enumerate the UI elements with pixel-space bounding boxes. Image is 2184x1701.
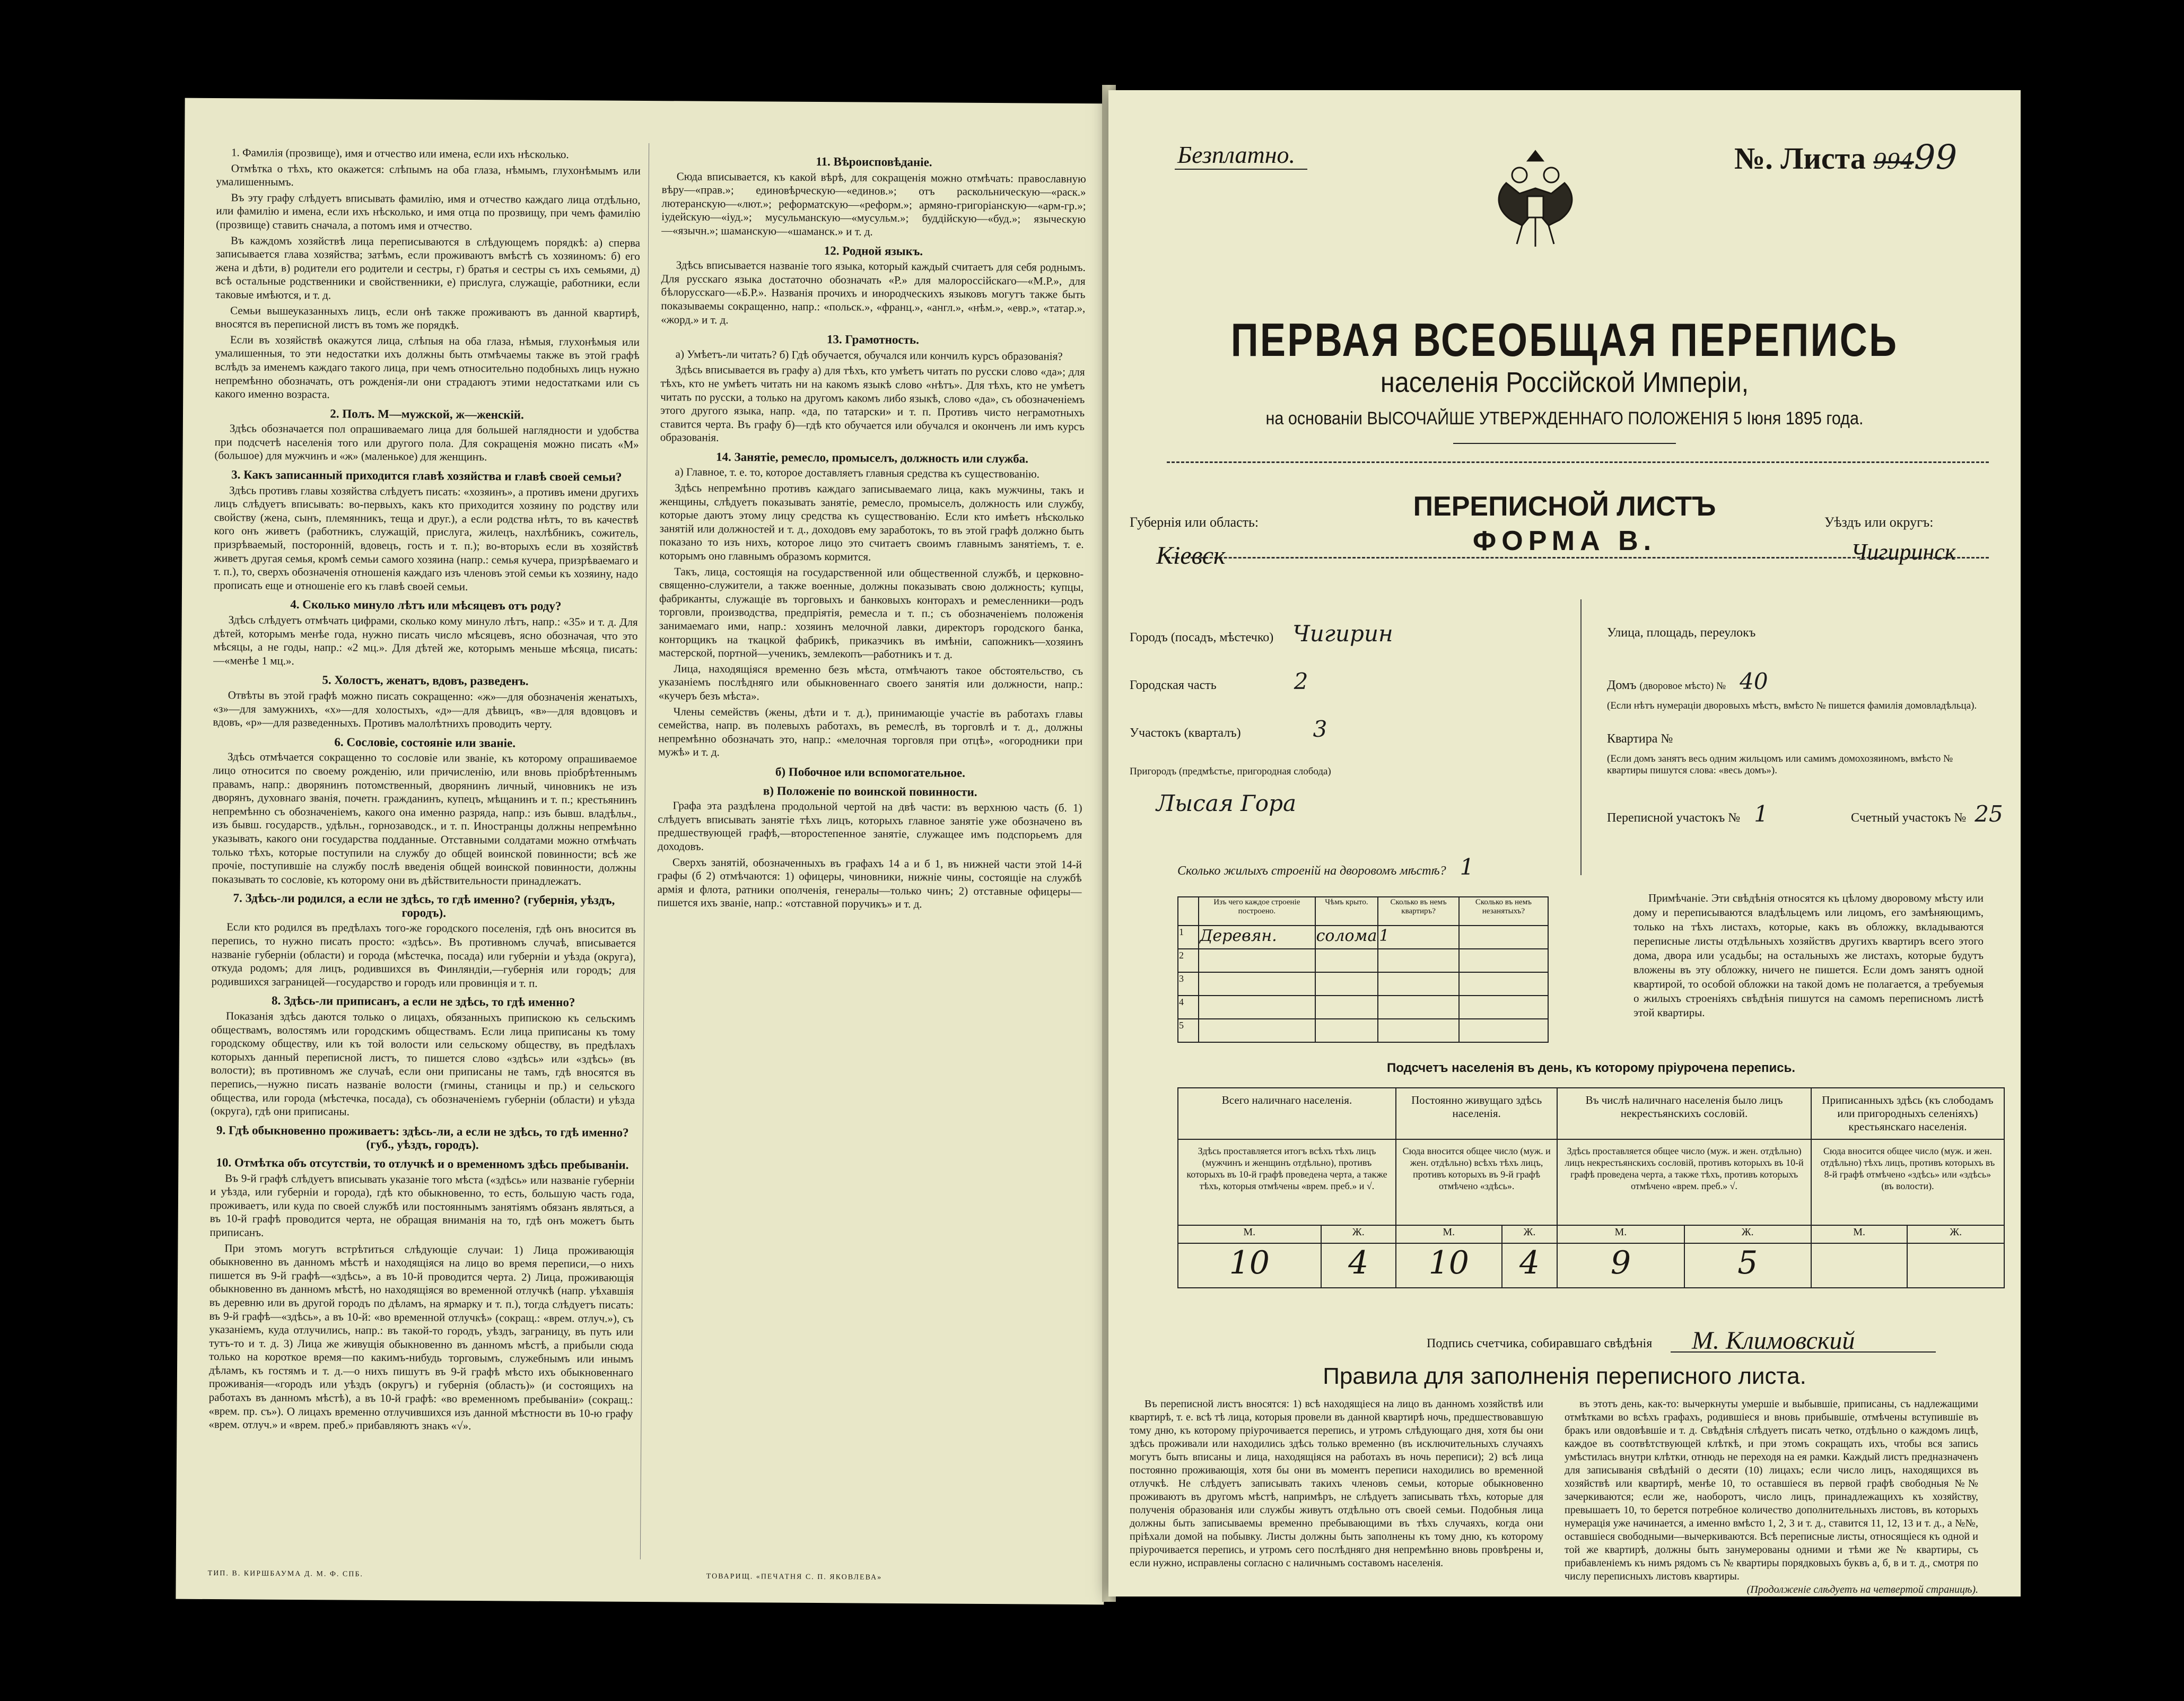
desc-non-peasant: Здѣсь проставляется общее число (муж. и жен. отдѣльно) лицъ некрестьянскихъ сословій, противъ которыхъ въ 10-й графѣ проведена черта, а также тѣхъ, противъ которыхъ отмѣчено «врем. преб.» √. — [1557, 1139, 1811, 1225]
instr-col1-heading: 8. Здѣсь-ли приписанъ, а если не здѣсь, то гдѣ именно? — [271, 994, 575, 1009]
count-value: 9 — [1557, 1243, 1684, 1288]
column-divider — [640, 143, 649, 1559]
instr-col1-paragraph: Здѣсь противъ главы хозяйства слѣдуетъ писать: «хозяинъ», а противъ имени другихъ лицъ слѣдуетъ вписывать: во-первыхъ, какъ кто приходится хозяину по родству или свойству (жена, сынъ, племянникъ, теща и друг.), а если родства нѣтъ, то въ качествѣ кого онъ живетъ (работникъ, служащій, прислуга, жилецъ, нахлѣбникъ, сожитель, призрѣваемый, посторонній, вдовецъ, гость и т. п.); во-вторыхъ если въ хозяйствѣ живетъ другая семья, кромѣ семьи самого хозяина (напр.: семья кучера, призрѣваемаго и т. п.), то, сверхъ обозначенія отношенія каждаго изъ членовъ этой семьи къ хозяину, надо прописать еще и отношеніе его къ главѣ своей семьи. — [213, 483, 639, 593]
instr-col2-paragraph: Здѣсь вписывается названіе того языка, который каждый считаетъ для себя роднымъ. Для русскаго языка достаточно обозначать «Р.» для малороссійскаго—«М.Р.», для бѣлорусскаго—«Б.Р.». Названія прочихъ и инородческихъ языковъ могутъ также быть показываемы сокращенно, напр.: «польск.», «франц.», «англ.», «нѣм.», «евр.», «татар.», «жорд.» и т. д. — [661, 258, 1086, 326]
sex-header: М. — [1178, 1225, 1321, 1243]
count-value — [1811, 1243, 1908, 1288]
right-page — [1108, 90, 2021, 1597]
table-row — [1178, 1019, 1548, 1042]
col-roof: Чѣмъ крыто. — [1315, 897, 1378, 926]
instr-col2-paragraph: а) Умѣетъ-ли читать? б) Гдѣ обучается, обучался или кончилъ курсъ образованія? — [675, 347, 1063, 363]
instr-col2-paragraph: Здѣсь вписывается въ графу а) для тѣхъ, кто умѣетъ читать по русски слово «да»; для тѣхъ, кто не умѣетъ читать ни на какомъ языкѣ слово «нѣтъ». Для тѣхъ, кто не умѣетъ читать по русски, а только на другомъ какомъ либо языкѣ, слово «да», съ обозначеніемъ этого другого языка, напр. «да, по татарски» и т. п. Противъ чисто неграмотныхъ ставится черта. Въ графу б)—гдѣ кто обучается или обучался и оконченъ ли имъ курсъ образованія. — [660, 363, 1085, 444]
instructions-column-1 — [208, 146, 641, 1436]
instr-col2-heading: 12. Родной языкъ. — [824, 243, 923, 258]
instr-col1-heading: 6. Сословіе, состояніе или званіе. — [334, 735, 516, 750]
instr-col1-paragraph: Показанія здѣсь даются только о лицахъ, обязанныхъ припискою къ сельскимъ обществамъ, волостямъ или городскимъ обществамъ. Если лица приписаны къ тому городскому обществу, или къ той волости или сельскому обществу, въ предѣлахъ которыхъ данный переписной листъ, то пишется слово «здѣсь» или «здѣсь» (въ волости); въ противномъ же случаѣ, если они приписаны не тамъ, гдѣ вносятся въ перепись,—нужно писать названіе волости (гмины, станицы и пр.) и сельского общества, или города (мѣстечка, посада), съ обозначеніемъ губерніи (области) и уѣзда (округа), гдѣ они приписаны. — [210, 1009, 636, 1118]
house-sub-note: (Если нѣтъ нумераціи дворовыхъ мѣстъ, вмѣсто № пишется фамилія домовладѣльца). — [1607, 700, 1977, 711]
col-permanent: Постоянно живущаго здѣсь населенія. — [1396, 1088, 1557, 1139]
buildings-count-value: 1 — [1460, 854, 1474, 880]
instr-col1-heading: 4. Сколько минуло лѣтъ или мѣсяцевъ отъ роду? — [290, 598, 562, 613]
instr-col1-paragraph: Отвѣты въ этой графѣ можно писать сокращенно: «ж»—для обозначенія женатыхъ, «з»—для замужнихъ, «х»—для холостыхъ, «д»—для дѣвицъ, «в»—для вдовцовъ и вдовъ, «р»—для разведенныхъ. Противъ малолѣтнихъ проводить черту. — [213, 688, 637, 731]
table-row — [1178, 996, 1548, 1019]
census-sheet-title: ПЕРЕПИСНОЙ ЛИСТЪ — [1413, 491, 1716, 522]
instr-col1-paragraph: Въ каждомъ хозяйствѣ лица переписываются в слѣдующемъ порядкѣ: а) сперва записывается глава хозяйства; затѣмъ, если проживаютъ вмѣстѣ съ хозяиномъ: б) его жена и дѣти, в) родители его родители и сестры, г) братья и сестры съ ихъ семьями, д) всѣ остальные родственники и свойственники, е) прислуга, служащіе, работники, если таковые имѣются, и т. д. — [215, 233, 641, 302]
census-district-label: Переписной участокъ № — [1607, 811, 1741, 825]
census-decree-line: на основаніи ВЫСОЧАЙШЕ УТВЕРЖДЕННАГО ПОЛОЖЕНІЯ 5 Іюня 1895 года. — [1265, 408, 1864, 429]
instr-col1-paragraph: Если кто родился въ предѣлахъ того-же городского поселенія, гдѣ онъ вносится въ перепись, то нужно писать просто: «здѣсь». Въ противномъ случаѣ, вписывается названіе губерніи (области) и города (мѣстечка, посада) или губерніи и уѣзда (округа), откуда родомъ; для лицъ, родившихся въ Финляндіи,—губернія или городъ; для родившихся заграницей—государство и городъ или провинція и т. п. — [211, 920, 636, 990]
sex-header: Ж. — [1684, 1225, 1811, 1243]
suburb-label: Пригородъ (предмѣстье, пригородная слобода) — [1130, 766, 1331, 777]
census-district-field — [1607, 801, 1768, 827]
house-value: 40 — [1740, 668, 1768, 694]
printer-footer-right: ТОВАРИЩ. «ПЕЧАТНЯ С. П. ЯКОВЛЕВА» — [706, 1572, 883, 1582]
title-rule — [1453, 443, 1676, 444]
cell-roof — [1315, 996, 1378, 1019]
cell-nez — [1459, 1019, 1548, 1042]
sex-header: М. — [1557, 1225, 1684, 1243]
house-label: Домъ — [1607, 678, 1637, 692]
cell-roof — [1315, 1019, 1378, 1042]
sheet-number-struck: 994 — [1873, 150, 1914, 174]
col-registered-peasant: Приписанныхъ здѣсь (къ слободамъ или пригородныхъ селеніяхъ) крестьянскаго населенія. — [1811, 1088, 2004, 1139]
sex-header: Ж. — [1321, 1225, 1396, 1243]
instr-col2-paragraph: Такъ, лица, состоящія на государственной или общественной службѣ, и церковно-священно-служители, а также военные, должны показывать свою должность; купцы, фабриканты, служащіе въ торговыхъ и банковыхъ конторахъ и ремесленники—родъ торговли, производства, предпріятія, ремесла и т. п.; съ обозначеніемъ положенія занимаемаго ими, напр.: хозяинъ мелочной лавки, директоръ городского банка, конторщикъ на ткацкой фабрикѣ, приказчикъ въ имѣніи, сапожникъ—хозяинъ мастерской, портной—ученикъ, землекопъ—работникъ и т. д. — [659, 564, 1084, 661]
desc-registered-peasant: Сюда вносится общее число (муж. и жен. отдѣльно) тѣхъ лицъ, противъ которыхъ въ 8-й графѣ отмѣчено «здѣсь» или «здѣсь» (въ волости). — [1811, 1139, 2004, 1225]
town-value: Чигирин — [1292, 621, 1393, 647]
enumerator-signature-label: Подпись счетчика, собиравшаго свѣдѣнія — [1427, 1337, 1653, 1350]
instr-col1-heading: 10. Отмѣтка объ отсутствіи, то отлучкѣ и о временномъ здѣсь пребываніи. — [216, 1156, 629, 1172]
col-vacant: Сколько въ немъ незанятыхъ? — [1459, 897, 1548, 926]
sheet-number — [1734, 138, 1957, 177]
instr-col1-paragraph: Въ 9-й графѣ слѣдуетъ вписывать указаніе того мѣста («здѣсь» или названіе губерніи и уѣзда, или губерніи и города), гдѣ кто обыкновенно, то есть, большую часть года, проживаетъ, или куда по своей службѣ или постояннымъ занятіямъ обязанъ являться, а въ 10-й графѣ проводится черта, не обращая вниманія на то, гдѣ онъ можетъ быть приписанъ. — [209, 1171, 635, 1239]
buildings-table — [1177, 896, 1549, 1043]
suburb-field — [1130, 764, 1331, 778]
cell-nez — [1459, 972, 1548, 996]
instr-col1-paragraph: При этомъ могутъ встрѣтиться слѣдующіе случаи: 1) Лица проживающія обыкновенно въ данномъ мѣстѣ и находящіяся на лицо во время переписи,—о нихъ пишется въ 9-й графѣ—«здѣсь», а въ 10-й проводится черта. 2) Лица, проживающія обыкновенно въ данномъ мѣстѣ, но находящіяся во временной отлучкѣ (напр. уѣхавшія въ деревню или въ другой городъ по дѣламъ, на ярмарку и т. п.), тогда слѣдуетъ писать: въ 9-й графѣ—«здѣсь», а въ 10-й: «во временной отлучкѣ» (сокращ.: «врем. отлуч.»), съ указаніемъ, куда отлучились, напр.: въ такой-то городъ, уѣздъ, заграницу, въ путь или тутъ-то и т. д. 3) Лица же живущія обыкновенно въ данномъ мѣстѣ, а прибыли сюда только на короткое время—по какимъ-нибудь торговымъ, служебнымъ или инымъ дѣламъ, къ гостямъ и т. д.—о нихъ пишутъ въ 9-й графѣ мѣсто ихъ обыкновеннаго проживанія—«городъ или уѣздъ (округъ) и губернія (область)» (и состоящихъ на работахъ въ данномъ мѣстѣ), а въ 10-й графѣ: «во временномъ пребываніи» (сокращ.: «врем. пр. съ»). О лицахъ временно отлучившихся изъ данной мѣстности въ 10-ю графу «врем. отлуч.» и «врем. преб.» прибавляютъ знакъ «√». — [208, 1241, 634, 1433]
census-subtitle: населенія Россійской Имперіи, — [1380, 367, 1749, 398]
free-label-underline — [1175, 169, 1307, 170]
cell-material: Деревян. — [1199, 926, 1315, 949]
cell-roof — [1315, 949, 1378, 972]
instr-col1-heading: 3. Какъ записанный приходится главѣ хозяйства и главѣ своей семьи? — [231, 468, 622, 484]
cell-kv — [1378, 996, 1458, 1019]
cell-nez — [1459, 926, 1548, 949]
sheet-number-label: №. Листа — [1734, 141, 1866, 176]
ward-label: Участокъ (кварталъ) — [1130, 726, 1241, 740]
instr-col2-paragraph: Сверхъ занятій, обозначенныхъ въ графахъ 14 а и б 1, въ нижней части этой 14-й графы (б 2) отмѣчаются: 1) офицеры, чиновники, нижніе чины, состоящіе на службѣ армія и флота, ратники ополченія, генералы—только чинъ; 2) отставные офицеры—пишется ихъ званіе, напр.: «отставной поручикъ» и т. д. — [657, 855, 1082, 911]
instr-col2-heading: 14. Занятіе, ремесло, промыселъ, должность или служба. — [716, 450, 1029, 466]
rules-text-2: въ этотъ день, как-то: вычеркнуты умершіе и выбывшіе, приписаны, съ надлежащими отмѣтками во всѣхъ графахъ, родившіеся и вновь прибывшіе, отмѣчены вступившіе въ бракъ или овдовѣвшіе и т. д. Свѣдѣнія слѣдуетъ писать четко, отдѣльно о каждомъ лицѣ, каждое въ соотвѣтствующей клѣткѣ, и при этомъ сокращать ихъ, чтобы вся запись умѣстилась внутри клѣтки, отнюдь не переходя на ея рамки. Каждый листъ предназначенъ для записыванія свѣдѣній о десяти (10) лицахъ; если число лицъ, находящихся въ хозяйствѣ или квартирѣ, менѣе 10, то оставшіеся въ первой графѣ свободныя №№ зачеркиваются; если же, наоборотъ, число лицъ, принадлежащихъ къ хозяйству, превышаетъ 10, то берется потребное количество дополнительныхъ листовъ, въ которыхъ нумерація уже начинается, а именно вмѣсто 1, 2, 3 и т. д., ставится 11, 12, 13 и т. д., а №№, оставшіеся свободными—вычеркиваются. Всѣ переписные листы, относящіеся къ одной и той же квартирѣ, должны быть занумерованы одними и тѣми же № квартиры, съ прибавленіемъ къ нимъ рядомъ съ № квартиры порядковыхъ буквъ а, б, в и т. д., смотря по числу переписныхъ листовъ квартиры. — [1565, 1398, 1978, 1582]
instr-col2-heading: в) Положеніе по воинской повинности. — [763, 783, 977, 799]
sex-header: Ж. — [1502, 1225, 1558, 1243]
district-label: Уѣздъ или округъ: — [1824, 514, 1934, 530]
rules-continued: (Продолженіе слѣдуетъ на четвертой страницѣ). — [1746, 1584, 1978, 1595]
instr-col1-paragraph: Если въ хозяйствѣ окажутся лица, слѣпыя на оба глаза, нѣмыя, глухонѣмыя или умалишенныя, то эти недостатки ихъ должны быть отмѣчаемы также въ этой графѣ вслѣдъ за именемъ каждаго такого лица, при чемъ относительно подобныхъ лицъ нужно непремѣнно обозначать, отъ рожденія-ли они страдаютъ этими недостатками или съ какого именно возраста. — [215, 333, 640, 401]
instr-col2-paragraph: Графа эта раздѣлена продольной чертой на двѣ части: въ верхнюю часть (б. 1) слѣдуетъ вписывать занятіе тѣхъ лицъ, которыхъ главное занятіе уже обозначено въ предшествующей графѣ,—второстепенное занятіе, служащее имъ подспорьемъ для доходовъ. — [657, 799, 1082, 853]
cell-material — [1199, 996, 1315, 1019]
instr-col2-paragraph: Лица, находящіяся временно безъ мѣста, отмѣчаютъ такое обстоятельство, съ указаніемъ послѣдняго или обыкновеннаго своего занятія или должности, напр.: «кучеръ безъ мѣста». — [658, 662, 1084, 703]
cell-kv — [1378, 949, 1458, 972]
col-apartments: Сколько въ немъ квартиръ? — [1378, 897, 1458, 926]
count-district-value: 25 — [1975, 801, 2003, 827]
cell-material — [1199, 1019, 1315, 1042]
instr-col2-heading: б) Побочное или вспомогательное. — [775, 765, 965, 780]
province-value: Кіевск — [1156, 542, 1226, 570]
buildings-count-label: Сколько жилыхъ строеній на дворовомъ мѣстѣ? — [1177, 864, 1446, 878]
buildings-table-header — [1178, 897, 1548, 926]
instr-col1-paragraph: Здѣсь слѣдуетъ отмѣчать цифрами, сколько кому минуло лѣтъ, напр.: «35» и т. д. Для дѣтей, которымъ менѣе года, нужно писать число мѣсяцевъ, ясно обозначая, что это мѣсяцы, а не годы, напр.: «2 мц.». Для дѣтей же, которымъ меньше мѣсяца, писать:—«менѣе 1 мц.». — [213, 613, 638, 667]
apartment-sub-note: (Если домъ занятъ весь одним жильцомъ или самимъ домохозяиномъ, вмѣсто № квартиры пишутся слова: «весь домъ»). — [1607, 753, 1953, 776]
desc-present-total: Здѣсь проставляется итогъ всѣхъ тѣхъ лицъ (мужчинъ и женщинъ отдѣльно), противъ которыхъ въ 10-й графѣ проведена черта, а также тѣхъ, которыя отмѣчены «врем. преб.» и √. — [1178, 1139, 1396, 1225]
town-label: Городъ (посадъ, мѣстечко) — [1130, 631, 1274, 644]
city-part-field — [1130, 668, 1308, 694]
sex-header: М. — [1396, 1225, 1502, 1243]
cell-roof: солома — [1315, 926, 1378, 949]
cell-kv — [1378, 1019, 1458, 1042]
col-non-peasant: Въ числѣ наличнаго населенія было лицъ некрестьянскихъ сословій. — [1557, 1088, 1811, 1139]
instr-col1-paragraph: Здѣсь отмѣчается сокращенно то сословіе или званіе, къ которому опрашиваемое лицо относится по своему рожденію, или причисленію, или вновь пріобрѣтеннымъ правамъ, напр.: дворянинъ потомственный, дворянинъ личный, чиновникъ не изъ дворянъ, духовнаго званія, почетн. гражданинъ, купецъ, мѣщанинъ и т. п.; крестьянинъ непремѣнно съ обозначеніемъ, какого она именно разряда, напр.: изъ бывш. владѣльч., изъ бывш. государств., удѣльн., горнозаводск., и т. п. Иностранцы должны непремѣнно указывать, какого они государства подданные. Отставными солдатами можно отмѣчать только тѣхъ, которые поступили на службу до общей воинской повинности; всѣ же прочіе, поступившіе на службу послѣ введенія общей воинской повинности, должны показывать то сословіе, къ которому они въ дѣйствительности принадлежатъ. — [212, 750, 637, 887]
instr-col1-heading: 9. Гдѣ обыкновенно проживаетъ: здѣсь-ли, а если не здѣсь, то гдѣ именно? (губ., уѣздъ, городъ). — [216, 1123, 629, 1152]
instr-col1-paragraph: Въ эту графу слѣдуетъ вписывать фамилію, имя и отчество каждаго лица отдѣльно, или фамилію и имена, если ихъ нѣсколько, и имя отца по прозвищу, при чемъ фамилію (прозвище) ставить сначала, а потомъ имя и отчество. — [216, 190, 641, 232]
census-district-value: 1 — [1754, 801, 1768, 827]
col-present-total: Всего наличнаго населенія. — [1178, 1088, 1396, 1139]
table-row — [1178, 972, 1548, 996]
rules-column-2 — [1565, 1398, 1978, 1597]
count-value: 10 — [1178, 1243, 1321, 1288]
town-field — [1130, 621, 1393, 647]
district-value: Чигиринск — [1851, 539, 1956, 565]
desc-permanent: Сюда вносится общее число (муж. и жен. отдѣльно) всѣхъ тѣхъ лицъ, противъ которыхъ въ 9-й графѣ отмѣчено «здѣсь». — [1396, 1139, 1557, 1225]
cell-n: 1 — [1178, 926, 1199, 949]
instr-col2-heading: 13. Грамотность. — [826, 333, 919, 347]
ward-value: 3 — [1313, 716, 1327, 742]
city-part-label: Городская часть — [1130, 678, 1217, 692]
street-label: Улица, площадь, переулокъ — [1607, 626, 1756, 640]
instr-col2-paragraph: Здѣсь непремѣнно противъ каждаго записываемаго лица, какъ мужчины, такъ и женщины, слѣдуетъ показывать занятіе, ремесло, промыселъ, должность или службу, которые даютъ этому лицу средства къ существованію. Если кто имѣетъ нѣсколько занятій или должностей и т. д., доходовъ ему заработокъ, то въ этой графѣ должно быть показано то изъ нихъ, которое лицо это считаетъ своимъ главнымъ занятіемъ, т. е. которымъ оно главнымъ образомъ кормится. — [659, 481, 1085, 563]
instructions-column-2 — [657, 149, 1086, 914]
count-district-label: Счетный участокъ № — [1851, 811, 1967, 825]
cell-roof — [1315, 972, 1378, 996]
printer-footer-left: ТИП. В. КИРШБАУМА Д. М. Ф. СПБ. — [207, 1569, 363, 1578]
instr-col2-paragraph: Сюда вписывается, къ какой вѣрѣ, для сокращенія можно отмѣчать: православную вѣру—«прав.»; единовѣрческую—«единов.»; отъ раскольническую—«раск.» лютеранскую—«лют.»; реформатскую—«реформ.»; армяно-григоріанскую—«арм-гр.»; іудейскую—«іуд.»; мусульманскую—«мусульм.»; буддійскую—«буд.»; языческую—«язычн.»; шаманскую—«шаманск.» и т. д. — [661, 169, 1086, 238]
enumerator-signature: М. Климовский — [1692, 1327, 1855, 1355]
rules-title: Правила для заполненія переписного листа. — [1323, 1363, 1806, 1389]
count-value: 5 — [1684, 1243, 1811, 1288]
rules-column-1 — [1130, 1398, 1543, 1570]
instr-col1-heading: 7. Здѣсь-ли родился, а если не здѣсь, то гдѣ именно? (губернія, уѣздъ, городъ). — [233, 891, 615, 920]
count-value — [1907, 1243, 2004, 1288]
cell-kv: 1 — [1378, 926, 1458, 949]
sheet-number-value: 99 — [1914, 138, 1958, 177]
table-row — [1178, 949, 1548, 972]
buildings-note: Примѣчаніе. Эти свѣдѣнія относятся къ цѣлому дворовому мѣсту или дому и переписываются владѣльцемъ или лицомъ, его замѣняющимъ, только на тѣхъ листахъ, которые, какъ въ обложку, вкладываются переписные листы отдѣльныхъ хозяйствъ другихъ квартиръ всего этого дома, двора или усадьбы; на остальныхъ же листахъ, которые будутъ вложены въ эту обложку, ничего не пишется. Если домъ занятъ одной квартирой, то особой обложки на такой домъ не полагается, а требуемыя о жилыхъ строеніяхъ свѣдѣнія пишутся на самомъ переписномъ листѣ этой квартиры. — [1633, 892, 1984, 1019]
instr-col2-paragraph: Члены семействъ (жены, дѣти и т. д.), принимающіе участіе въ работахъ главы семейства, напр. въ полевыхъ работахъ, въ ремеслѣ, въ торговлѣ и т. д., должны непремѣнно обозначать это, напр.: «мелочная торговля при отцѣ», «огородники при мужѣ» и т. д. — [658, 704, 1083, 759]
street-field — [1607, 626, 1755, 640]
population-count-table — [1177, 1087, 2005, 1288]
table-row — [1178, 926, 1548, 949]
instr-col1-heading: 5. Холостъ, женатъ, вдовъ, разведенъ. — [322, 673, 529, 688]
count-district-field — [1851, 801, 2003, 827]
rules-text-1: Въ переписной листъ вносятся: 1) всѣ находящіеся на лицо въ данномъ хозяйствѣ или квартирѣ, т. е. всѣ тѣ лица, которыя провели въ данной квартирѣ ночь, предшествовавшую тому дню, къ которому пріурочивается перепись, и утромъ слѣдующаго дня, хотя бы они здѣсь проживали или находились здѣсь только временно (въ исключительныхъ случаяхъ могутъ быть вписаны и лица, находящіяся на работахъ въ ночь переписи); 2) всѣ лица постоянно проживающія, хотя бы они въ моментъ переписи находились во временной отлучкѣ. Не слѣдуетъ записывать такихъ членовъ семьи, которые обыкновенно проживаютъ въ другомъ мѣстѣ, напримѣръ, не слѣдуетъ записывать тѣхъ, которые для полученія образованія или службы живутъ отдѣльно отъ своей семьи. Подобныя лица должны быть записываемы временно пребывающими въ тѣхъ случаяхъ, когда они пріѣхали домой на побывку. Листы должны быть заполнены къ тому дню, къ которому пріурочивается перепись, и утромъ сего послѣдняго дня непремѣнно вновь провѣрены и, если нужно, исправлены согласно с наличнымъ составомъ населенія. — [1130, 1398, 1543, 1569]
cell-n: 5 — [1178, 1019, 1199, 1042]
province-label: Губернія или область: — [1130, 514, 1259, 530]
sex-header: М. — [1811, 1225, 1908, 1243]
count-value: 10 — [1396, 1243, 1502, 1288]
buildings-count-field — [1177, 854, 1474, 880]
col-material: Изъ чего каждое строеніе построено. — [1199, 897, 1315, 926]
cell-nez — [1459, 996, 1548, 1019]
cell-material — [1199, 972, 1315, 996]
population-count-title: Подсчетъ населенія въ день, къ которому пріурочена перепись. — [1387, 1061, 1795, 1075]
instr-col2-paragraph: а) Главное, т. е. то, которое доставляетъ главныя средства къ существованію. — [675, 465, 1040, 481]
house-note: (дворовое мѣсто) № — [1639, 681, 1726, 692]
sex-header: Ж. — [1907, 1225, 2004, 1243]
house-field — [1607, 668, 1768, 694]
suburb-value: Лысая Гора — [1156, 790, 1296, 816]
count-value: 4 — [1502, 1243, 1558, 1288]
apartment-label: Квартира № — [1607, 732, 1673, 746]
suburb-value-row — [1156, 790, 1296, 816]
cell-material — [1199, 949, 1315, 972]
cell-kv — [1378, 972, 1458, 996]
cell-n: 2 — [1178, 949, 1199, 972]
count-value: 4 — [1321, 1243, 1396, 1288]
cell-n: 3 — [1178, 972, 1199, 996]
ward-field — [1130, 716, 1327, 742]
instr-col1-paragraph: Семьи вышеуказанныхъ лицъ, если онѣ также проживаютъ въ данной квартирѣ, вносятся въ переписной листъ въ томъ же порядкѣ. — [215, 303, 640, 332]
cell-nez — [1459, 949, 1548, 972]
free-label: Безплатно. — [1177, 141, 1296, 168]
double-headed-eagle-emblem — [1490, 146, 1580, 252]
address-divider — [1580, 599, 1582, 875]
instr-col1-paragraph: Отмѣтка о тѣхъ, кто окажется: слѣпымъ на оба глаза, нѣмымъ, глухонѣмымъ или умалишеннымъ. — [216, 161, 641, 189]
instr-col2-heading: 11. Вѣроисповѣданіе. — [816, 154, 932, 169]
instr-col1-heading: 2. Полъ. М—мужской, ж—женскій. — [330, 407, 524, 422]
cell-n: 4 — [1178, 996, 1199, 1019]
city-part-value: 2 — [1294, 668, 1308, 694]
form-type: ФОРМА В. — [1472, 526, 1657, 556]
left-page — [176, 98, 1113, 1605]
instr-col1-paragraph: Здѣсь обозначается пол опрашиваемаго лица для большей наглядности и удобства при подсчетѣ населенія того или другого пола. Для сокращенія можно писать «М» (большое) для мужчинъ и «ж» (маленькое) для женщинъ. — [214, 422, 639, 464]
instr-col1-paragraph: 1. Фамилія (прозвище), имя и отчество или имена, если ихъ нѣсколько. — [231, 146, 569, 161]
census-title: ПЕРВАЯ ВСЕОБЩАЯ ПЕРЕПИСЬ — [1230, 313, 1899, 366]
